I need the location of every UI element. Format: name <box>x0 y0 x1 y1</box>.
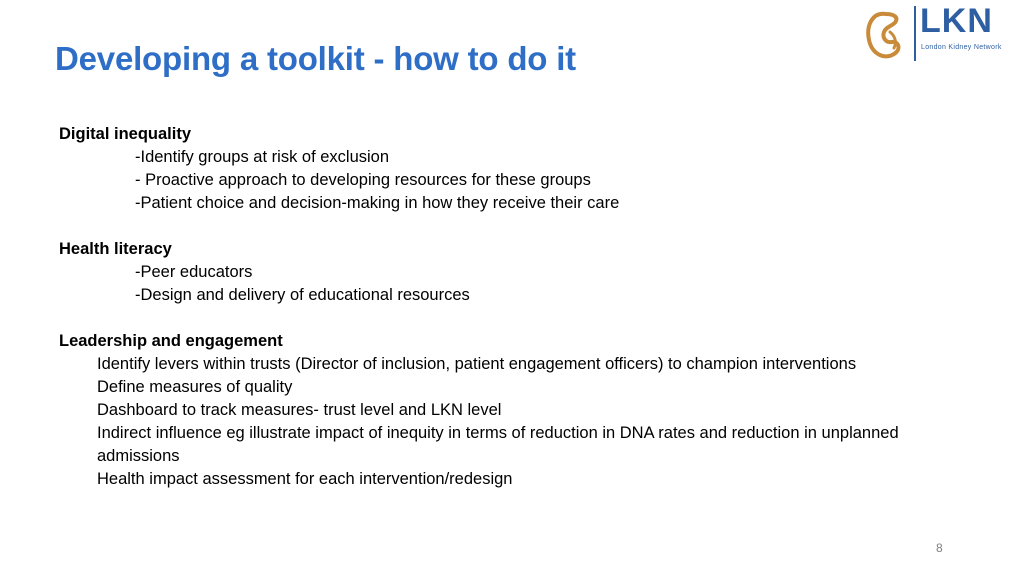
section-heading-health-literacy: Health literacy <box>59 240 172 258</box>
logo-divider <box>914 6 916 61</box>
list-item: Health impact assessment for each intervention/redesign <box>97 470 513 488</box>
logo-mark: LKN <box>920 2 993 40</box>
list-item: -Peer educators <box>135 263 253 281</box>
section-heading-leadership-engagement: Leadership and engagement <box>59 332 283 350</box>
spacer <box>59 215 919 238</box>
list-item: -Design and delivery of educational resources <box>135 286 470 304</box>
lkn-logo <box>864 4 1014 62</box>
spacer <box>59 307 919 330</box>
list-item: Indirect influence eg illustrate impact of inequity in terms of reduction in DNA rates and reduction in unplanned admissions <box>97 424 899 465</box>
section-heading-digital-inequality: Digital inequality <box>59 125 192 143</box>
slide-content <box>59 123 919 491</box>
list-item: Dashboard to track measures- trust level and LKN level <box>97 401 502 419</box>
list-item: -Patient choice and decision-making in how they receive their care <box>135 194 620 212</box>
slide-title: Developing a toolkit - how to do it <box>55 40 576 77</box>
logo-subtitle: London Kidney Network <box>921 44 1002 51</box>
page-number: 8 <box>936 541 943 555</box>
kidney-icon <box>864 8 908 62</box>
list-item: Identify levers within trusts (Director of inclusion, patient engagement officers) to champion interventions <box>97 355 857 373</box>
list-item: - Proactive approach to developing resources for these groups <box>135 171 591 189</box>
list-item: -Identify groups at risk of exclusion <box>135 148 390 166</box>
list-item: Define measures of quality <box>97 378 293 396</box>
